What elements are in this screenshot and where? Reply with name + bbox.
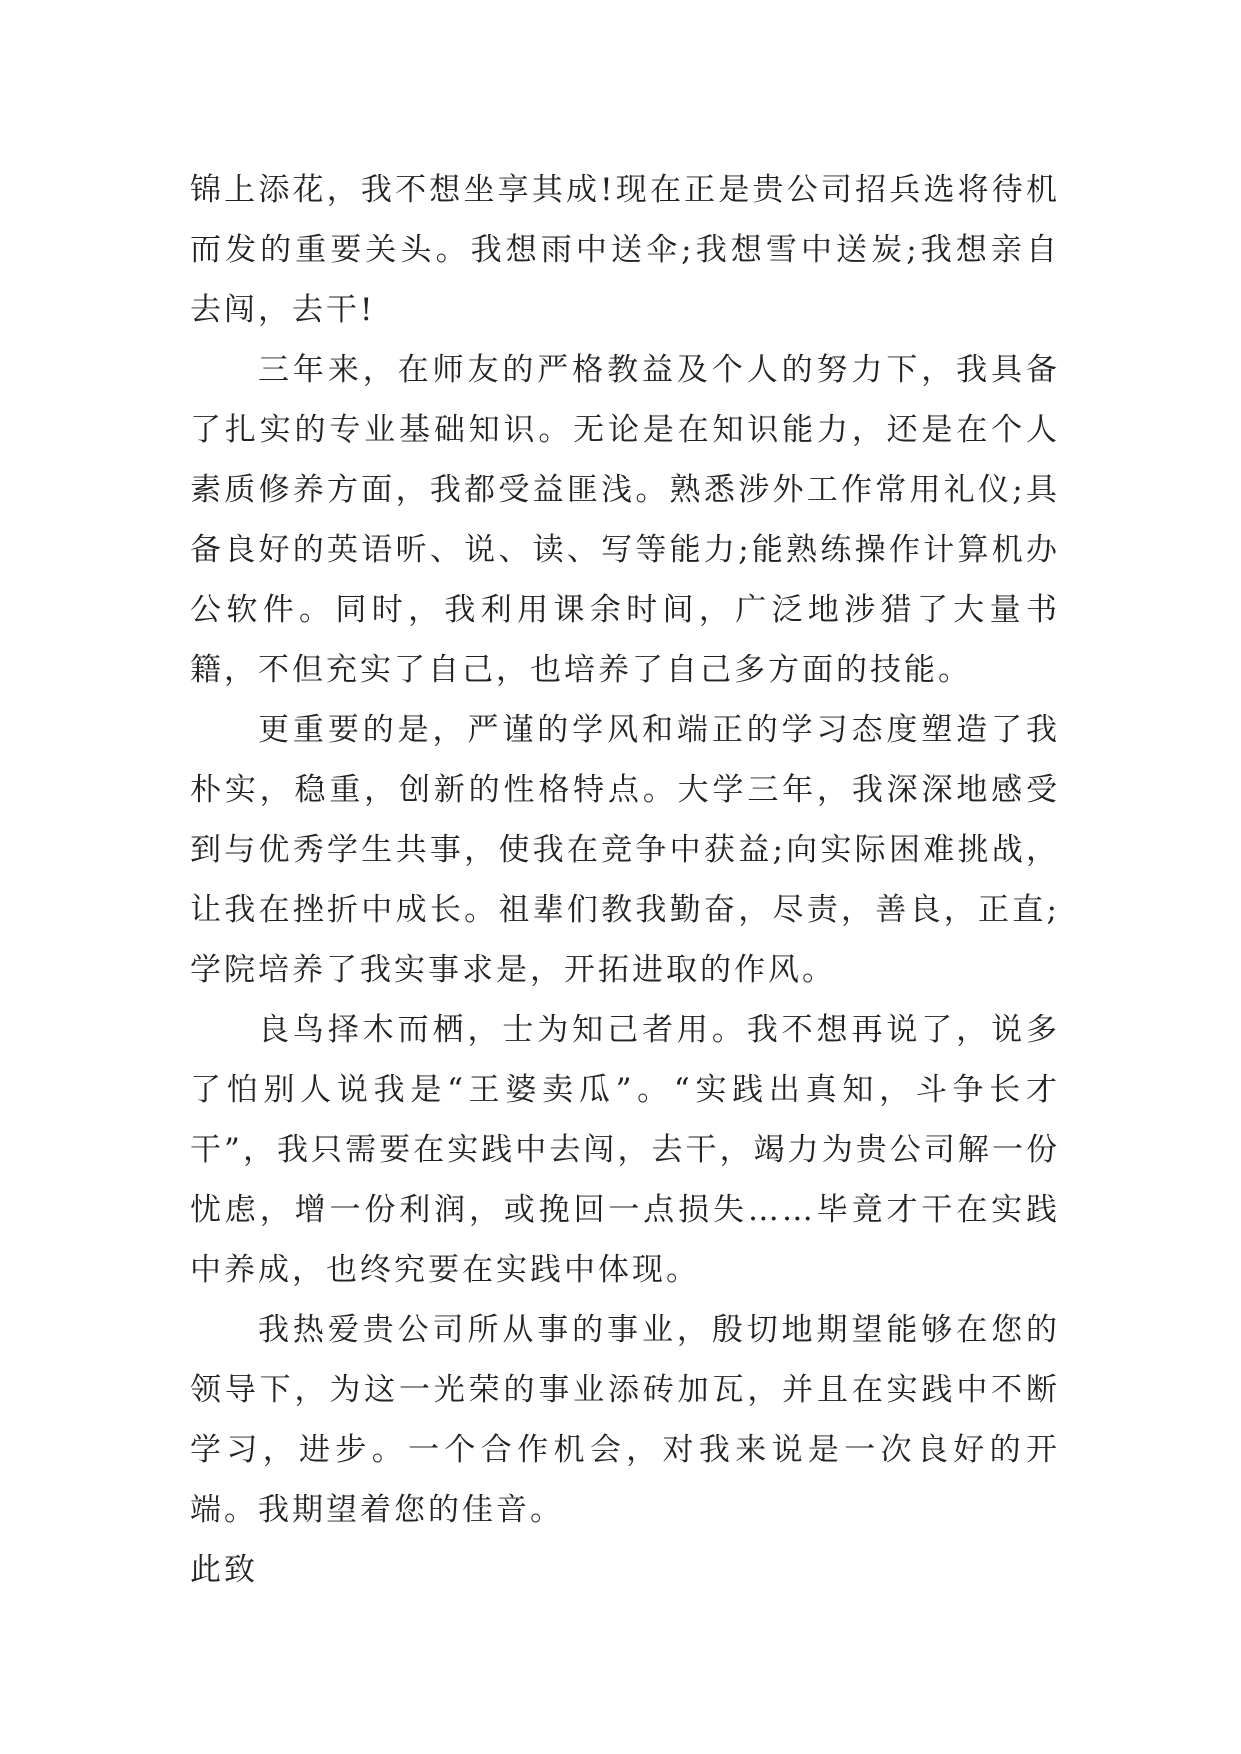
paragraph-1: 锦上添花，我不想坐享其成!现在正是贵公司招兵选将待机而发的重要关头。我想雨中送伞;我想雪中送炭;我想亲自去闯，去干! <box>190 172 1060 328</box>
closing-salutation: 此致 <box>190 1552 258 1588</box>
letter-body <box>190 160 1060 1600</box>
paragraph-4: 良鸟择木而栖，士为知己者用。我不想再说了，说多了怕别人说我是“王婆卖瓜”。“实践出真知，斗争长才干”，我只需要在实践中去闯，去干，竭力为贵公司解一份忧虑，增一份利润，或挽回一点损失……毕竟才干在实践中养成，也终究要在实践中体现。 <box>190 1012 1060 1288</box>
paragraph-5: 我热爱贵公司所从事的事业，殷切地期望能够在您的领导下，为这一光荣的事业添砖加瓦，并且在实践中不断学习，进步。一个合作机会，对我来说是一次良好的开端。我期望着您的佳音。 <box>190 1312 1060 1528</box>
paragraph-2: 三年来，在师友的严格教益及个人的努力下，我具备了扎实的专业基础知识。无论是在知识能力，还是在个人素质修养方面，我都受益匪浅。熟悉涉外工作常用礼仪;具备良好的英语听、说、读、写等能力;能熟练操作计算机办公软件。同时，我利用课余时间，广泛地涉猎了大量书籍，不但充实了自己，也培养了自己多方面的技能。 <box>190 352 1060 688</box>
paragraph-3: 更重要的是，严谨的学风和端正的学习态度塑造了我朴实，稳重，创新的性格特点。大学三年，我深深地感受到与优秀学生共事，使我在竞争中获益;向实际困难挑战，让我在挫折中成长。祖辈们教我勤奋，尽责，善良，正直;学院培养了我实事求是，开拓进取的作风。 <box>190 712 1060 988</box>
